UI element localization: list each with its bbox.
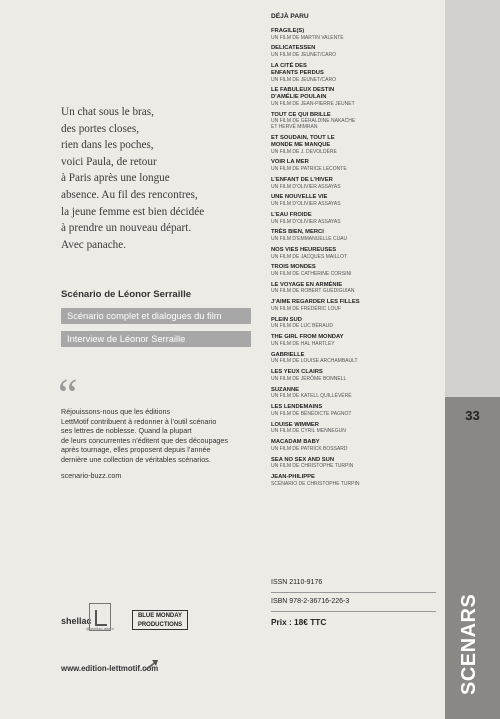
film-title: VOIR LA MER [271, 159, 309, 166]
film-title: LE VOYAGE EN ARMÉNIE [271, 281, 343, 288]
film-entry [271, 212, 421, 225]
film-director: UN FILM DE ROBERT GUÉDIGUIAN [271, 288, 355, 295]
film-entry [271, 282, 421, 295]
film-title: FRAGILE(S) [271, 28, 305, 34]
film-director: UN FILM DE JEAN-PIERRE JEUNET [271, 100, 355, 107]
review-quote [61, 407, 261, 480]
film-entry [271, 135, 421, 155]
film-entry [271, 317, 421, 330]
feature-band-interview: Interview de Léonor Serraille [61, 331, 251, 347]
film-director: UN FILM D’OLIVIER ASSAYAS [271, 218, 341, 225]
blurb-line: Avec panache. [61, 238, 127, 251]
film-entry [271, 63, 421, 83]
isbn-number: ISBN 978-2-36716-226-3 [271, 598, 436, 612]
film-title: ET SOUDAIN, TOUT LE [271, 135, 335, 142]
quote-line: Réjouissons-nous que les éditions [61, 407, 171, 416]
film-title: GABRIELLE [271, 351, 305, 358]
film-title: J’AIME REGARDER LES FILLES [271, 299, 360, 306]
film-director: UN FILM DE JÉRÔME BONNELL [271, 375, 347, 382]
blue-monday-logo [132, 610, 188, 630]
quote-line: de leurs concurrentes n’éditent que des découpages [61, 435, 229, 445]
film-title: DELICATESSEN [271, 45, 316, 52]
film-title: LE FABULEUX DESTIN [271, 87, 335, 94]
film-director: UN FILM DE CATHERINE CORSINI [271, 271, 352, 277]
arrow-icon [144, 659, 160, 671]
blurb-line: à Paris après une longue [61, 172, 170, 185]
shellac-logo-subtext: @shellac-altern [86, 626, 114, 631]
film-title: D’AMÉLIE POULAIN [271, 94, 327, 101]
film-director: UN FILM DE FRÉDÉRIC LOUF [271, 305, 342, 312]
blue-monday-logo-line2: PRODUCTIONS [137, 621, 183, 628]
price-label: Prix : 18€ TTC [271, 617, 327, 627]
blurb-line: absence. Au fil des rencontres, [61, 188, 198, 201]
film-title: SUZANNE [271, 386, 300, 393]
film-director: UN FILM DE BÉNÉDICTE PAGNOT [271, 410, 352, 417]
quote-line: après tournage, elles proposent depuis l’année [61, 445, 211, 455]
film-director: UN FILM DE JEUNET/CARO [271, 52, 337, 59]
blurb-line: Un chat sous le bras, [61, 106, 154, 118]
shellac-logo-text: shellac [61, 616, 92, 626]
blue-monday-logo-line1: BLUE MONDAY [137, 613, 183, 619]
film-director: SCÉNARIO DE CHRISTOPHE TURPIN [271, 480, 360, 487]
blurb-line: à prendre un nouveau départ. [61, 222, 192, 235]
film-entry [271, 112, 421, 131]
film-title: L’EAU FROIDE [271, 211, 312, 218]
film-director: UN FILM D’OLIVIER ASSAYAS [271, 201, 341, 208]
film-entry [271, 422, 421, 435]
quote-mark-icon: “ [58, 370, 78, 419]
film-entry [271, 87, 421, 107]
film-title: TRÈS BIEN, MERCI [271, 229, 324, 236]
film-entry [271, 439, 421, 452]
film-director: UN FILM DE MARTIN VALENTE [271, 34, 344, 41]
quote-line: LettMotif contribuent à redonner à l’outil scénario [61, 416, 217, 426]
film-director: UN FILM DE KATELL QUILLÉVÉRÉ [271, 393, 352, 400]
film-director: UN FILM DE CHRISTOPHE TURPIN [271, 463, 354, 470]
film-director: UN FILM D’EMMANUELLE CUAU [271, 236, 348, 243]
film-entry [271, 457, 421, 470]
film-entry [271, 177, 421, 190]
blurb-line: rien dans les poches, [61, 139, 154, 152]
film-entry [271, 334, 421, 347]
film-entry [271, 369, 421, 382]
film-title: L’ENFANT DE L’HIVER [271, 176, 333, 183]
film-title: LOUISE WIMMER [271, 421, 319, 428]
film-director: UN FILM DE J. DEVOLDÈRE [271, 148, 337, 155]
film-title: THE GIRL FROM MONDAY [271, 334, 344, 341]
blurb [61, 104, 261, 253]
lettmotif-logo-icon [89, 603, 111, 631]
film-title: NOS VIES HEUREUSES [271, 246, 337, 253]
film-title: LES LENDEMAINS [271, 404, 323, 411]
film-title: LES YEUX CLAIRS [271, 369, 323, 376]
film-director: UN FILM D’OLIVIER ASSAYAS [271, 183, 341, 190]
film-director: ET HERVÉ MIMRAN [271, 124, 318, 131]
film-director: UN FILM DE PATRICK BOSSARD [271, 445, 348, 452]
collection-title: SCENARS [458, 593, 480, 695]
film-director: UN FILM DE GÉRALDINE NAKACHE [271, 118, 356, 125]
film-title: MACADAM BABY [271, 439, 320, 446]
film-director: UN FILM DE JACQUES MAILLOT [271, 253, 348, 260]
film-entry [271, 404, 421, 417]
film-entry [271, 28, 421, 41]
film-director: UN FILM DE JEUNET/CARO [271, 76, 337, 83]
film-director: UN FILM DE LUC BÉRAUD [271, 323, 333, 330]
film-director: UN FILM DE PATRICE LECONTE [271, 166, 347, 173]
film-title: LA CITÉ DES [271, 62, 307, 69]
film-title: TROIS MONDES [271, 264, 316, 271]
film-title: PLEIN SUD [271, 316, 302, 323]
film-title: ENFANTS PERDUS [271, 69, 324, 76]
issn-number: ISSN 2110-9176 [271, 579, 436, 593]
quote-line: dernière une collection de véritables scénarios. [61, 454, 211, 464]
film-entry [271, 229, 421, 242]
quote-source: scenario-buzz.com [61, 470, 122, 480]
film-director: UN FILM DE LOUISE ARCHAMBAULT [271, 358, 358, 365]
film-title: JEAN-PHILIPPE [271, 474, 315, 481]
films-list-heading: DÉJÀ PARU [271, 13, 309, 20]
film-title: TOUT CE QUI BRILLE [271, 111, 331, 118]
film-entry [271, 352, 421, 365]
film-entry [271, 159, 421, 172]
film-entry [271, 194, 421, 207]
film-entry [271, 264, 421, 277]
film-entry [271, 474, 421, 487]
author-credit: Scénario de Léonor Serraille [61, 289, 192, 300]
quote-line: ses lettres de noblesse. Quand la plupart [61, 426, 192, 436]
film-entry [271, 299, 421, 312]
blurb-line: la jeune femme est bien décidée [61, 205, 205, 218]
film-entry [271, 45, 421, 58]
film-title: UNE NOUVELLE VIE [271, 194, 328, 201]
publisher-website: www.edition-lettmotif.com [61, 664, 159, 673]
film-entry [271, 387, 421, 400]
film-title: SEA NO SEX AND SUN [271, 456, 335, 463]
blurb-line: voici Paula, de retour [61, 155, 157, 168]
film-director: UN FILM DE CYRIL MENNEGUN [271, 428, 346, 435]
collection-number: 33 [465, 408, 480, 423]
film-entries [271, 28, 421, 487]
film-entry [271, 247, 421, 260]
feature-band-script: Scénario complet et dialogues du film [61, 308, 251, 324]
published-films-list [271, 13, 421, 492]
film-director: UN FILM DE HAL HARTLEY [271, 340, 335, 347]
film-title: MONDE ME MANQUE [271, 141, 331, 148]
blurb-line: des portes closes, [61, 122, 139, 135]
